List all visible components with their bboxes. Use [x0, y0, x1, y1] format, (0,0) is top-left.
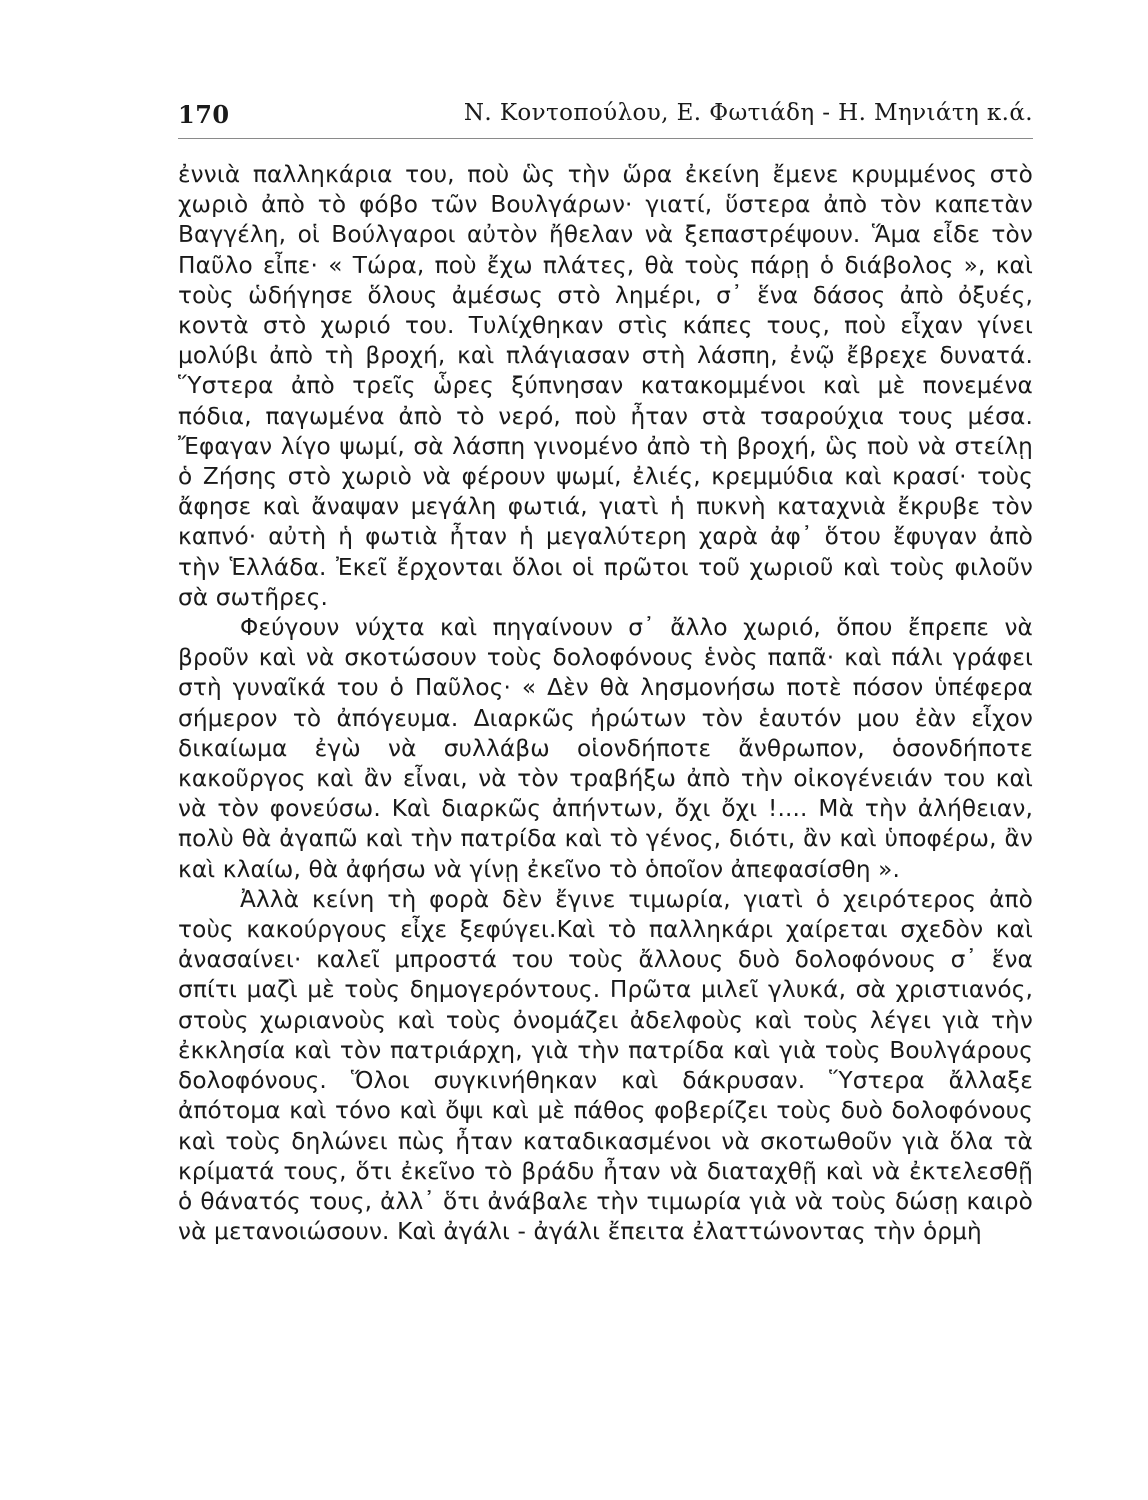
body-text	[178, 160, 1033, 1247]
paragraph-2: Φεύγουν νύχτα καὶ πηγαίνουν σ᾿ ἄλλο χωριό, ὅπου ἔπρεπε νὰ βροῦν καὶ νὰ σκοτώσουν τοὺς δολοφόνους ἑνὸς παπᾶ· καὶ πάλι γράφει στὴ γυναῖκά του ὁ Παῦλος· « Δὲν θὰ λησμονήσω ποτὲ πόσον ὑπέφερα σήμερον τὸ ἀπόγευμα. Διαρκῶς ἠρώτων τὸν ἑαυτόν μου ἐὰν εἶχον δικαίωμα ἐγὼ νὰ συλλάβω οἱονδήποτε ἄνθρωπον, ὁσονδήποτε κακοῦργος καὶ ἂν εἶναι, νὰ τὸν τραβήξω ἀπὸ τὴν οἰκογένειάν του καὶ νὰ τὸν φονεύσω. Καὶ διαρκῶς ἀπήντων, ὄχι ὄχι !.... Μὰ τὴν ἀλήθειαν, πολὺ θὰ ἀγαπῶ καὶ τὴν πατρίδα καὶ τὸ γένος, διότι, ἂν καὶ ὑποφέρω, ἂν καὶ κλαίω, θὰ ἀφήσω νὰ γίνῃ ἐκεῖνο τὸ ὁποῖον ἀπεφασίσθη ».	[178, 614, 1033, 883]
running-head: Ν. Κοντοπούλου, Ε. Φωτιάδη - Η. Μηνιάτη κ.ά.	[463, 100, 1033, 126]
paragraph-3: Ἀλλὰ κείνη τὴ φορὰ δὲν ἔγινε τιμωρία, γιατὶ ὁ χειρότερος ἀπὸ τοὺς κακούργους εἶχε ξεφύγει.Καὶ τὸ παλληκάρι χαίρεται σχεδὸν καὶ ἀνασαίνει· καλεῖ μπροστά του τοὺς ἄλλους δυὸ δολοφόνους σ᾿ ἕνα σπίτι μαζὶ μὲ τοὺς δημογερόντους. Πρῶτα μιλεῖ γλυκά, σὰ χριστιανός, στοὺς χωριανοὺς καὶ τοὺς ὀνομάζει ἀδελφοὺς καὶ τοὺς λέγει γιὰ τὴν ἐκκλησία καὶ τὸν πατριάρχη, γιὰ τὴν πατρίδα καὶ γιὰ τοὺς Βουλγάρους δολοφόνους. Ὅλοι συγκινήθηκαν καὶ δάκρυσαν. Ὕστερα ἄλλαξε ἀπότομα καὶ τόνο καὶ ὄψι καὶ μὲ πάθος φοβερίζει τοὺς δυὸ δολοφόνους καὶ τοὺς δηλώνει πὼς ἦταν καταδικασμένοι νὰ σκοτωθοῦν γιὰ ὅλα τὰ κρίματά τους, ὅτι ἐκεῖνο τὸ βράδυ ἦταν νὰ διαταχθῇ καὶ νὰ ἐκτελεσθῇ ὁ θάνατός τους, ἀλλ᾿ ὅτι ἀνάβαλε τὴν τιμωρία γιὰ νὰ τοὺς δώσῃ καιρὸ νὰ μετανοιώσουν. Καὶ ἀγάλι - ἀγάλι ἔπειτα ἐλαττώνοντας τὴν ὁρμὴ	[178, 885, 1033, 1246]
paragraph-1: ἐννιὰ παλληκάρια του, ποὺ ὣς τὴν ὥρα ἐκείνη ἔμενε κρυμμένος στὸ χωριὸ ἀπὸ τὸ φόβο τῶν Βουλγάρων· γιατί, ὕστερα ἀπὸ τὸν καπετὰν Βαγγέλη, οἱ Βούλγαροι αὐτὸν ἤθελαν νὰ ξεπαστρέψουν. Ἅμα εἶδε τὸν Παῦλο εἶπε· « Τώρα, ποὺ ἔχω πλάτες, θὰ τοὺς πάρῃ ὁ διάβολος », καὶ τοὺς ὡδήγησε ὅλους ἀμέσως στὸ λημέρι, σ᾿ ἕνα δάσος ἀπὸ ὀξυές, κοντὰ στὸ χωριό του. Τυλίχθηκαν στὶς κάπες τους, ποὺ εἶχαν γίνει μολύβι ἀπὸ τὴ βροχή, καὶ πλάγιασαν στὴ λάσπη, ἐνῷ ἔβρεχε δυνατά. Ὕστερα ἀπὸ τρεῖς ὧρες ξύπνησαν κατακομμένοι καὶ μὲ πονεμένα πόδια, παγωμένα ἀπὸ τὸ νερό, ποὺ ἦταν στὰ τσαρούχια τους μέσα. Ἔφαγαν λίγο ψωμί, σὰ λάσπη γινομένο ἀπὸ τὴ βροχή, ὣς ποὺ νὰ στείλῃ ὁ Ζήσης στὸ χωριὸ νὰ φέρουν ψωμί, ἐλιές, κρεμμύδια καὶ κρασί· τοὺς ἄφησε καὶ ἄναψαν μεγάλη φωτιά, γιατὶ ἡ πυκνὴ καταχνιὰ ἔκρυβε τὸν καπνό· αὐτὴ ἡ φωτιὰ ἦταν ἡ μεγαλύτερη χαρὰ ἀφ᾿ ὅτου ἔφυγαν ἀπὸ τὴν Ἑλλάδα. Ἐκεῖ ἔρχονται ὅλοι οἱ πρῶτοι τοῦ χωριοῦ καὶ τοὺς φιλοῦν σὰ σωτῆρες.	[178, 161, 1033, 611]
header-rule	[178, 138, 1033, 139]
page-number: 170	[178, 100, 230, 129]
page-header	[178, 96, 1033, 136]
